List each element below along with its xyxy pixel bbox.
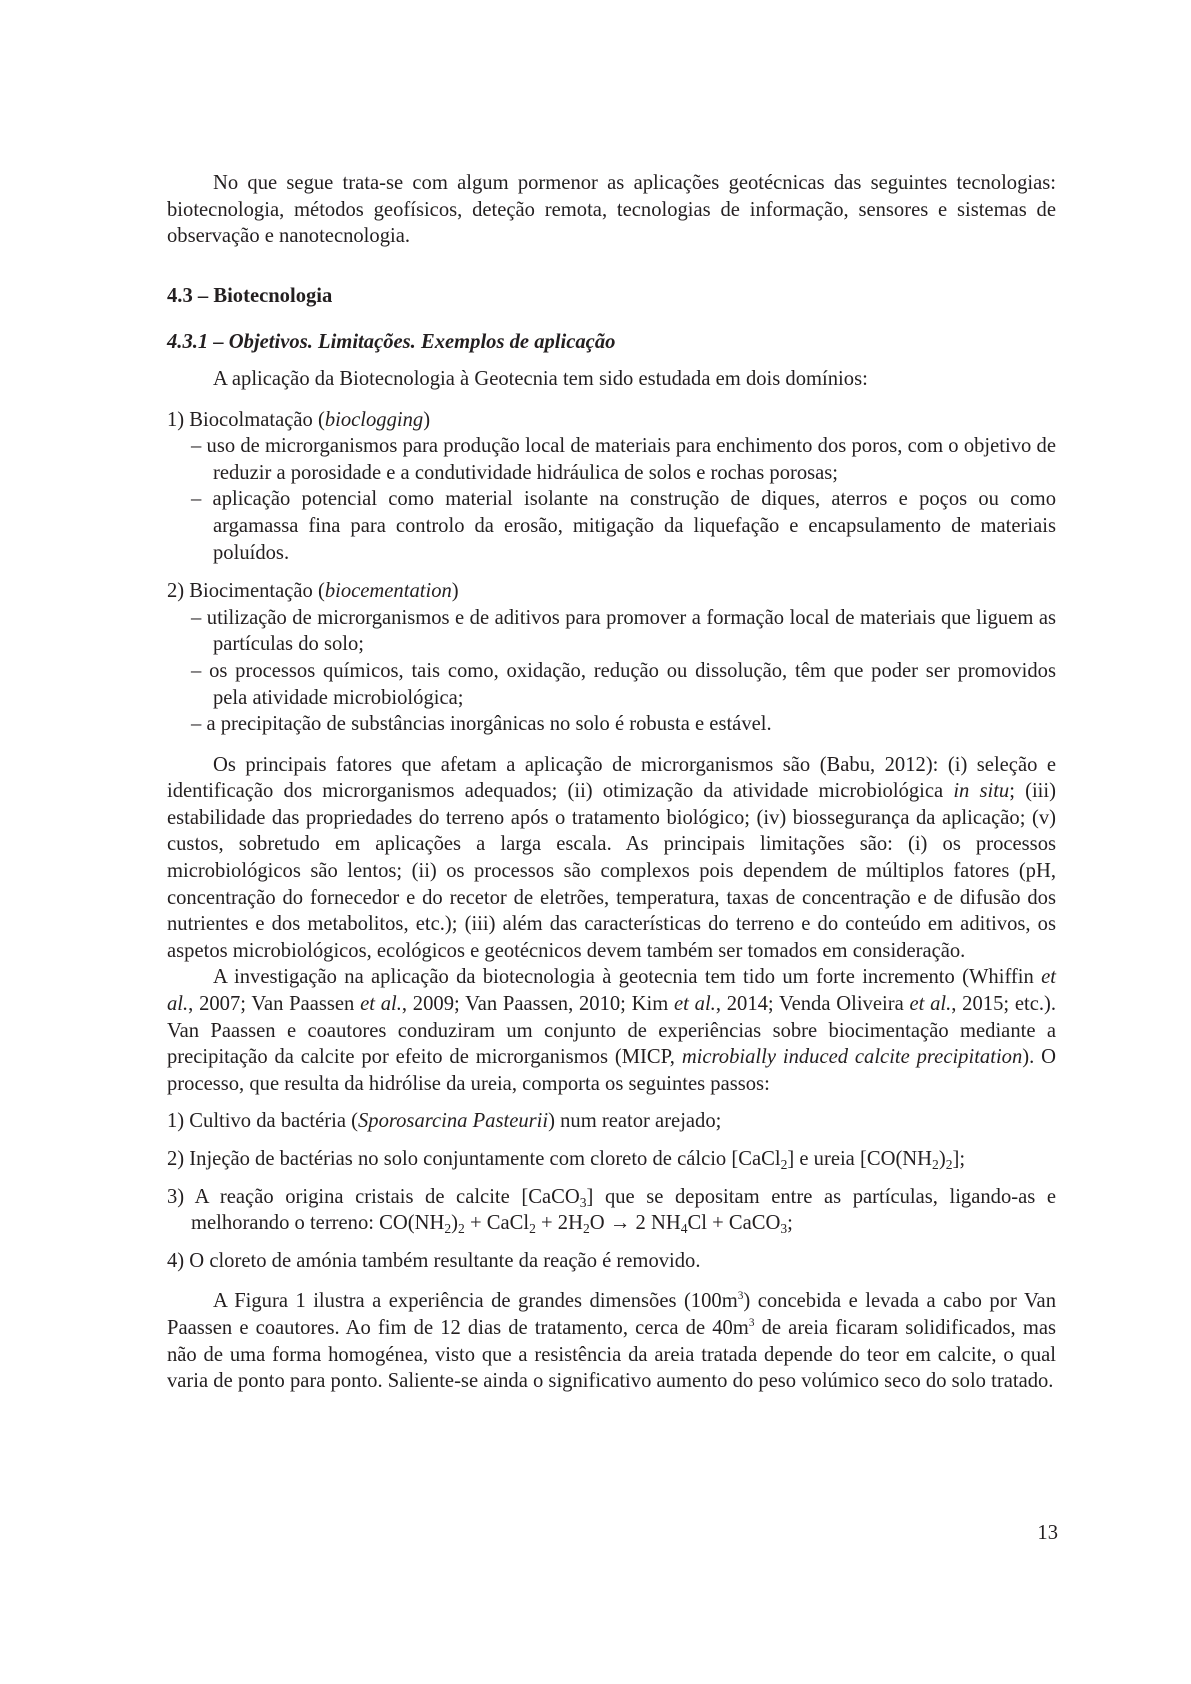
domain1-item: – aplicação potencial como material isolante na construção de diques, aterros e poços ou como argamassa fina para controlo da erosão, mitigação da liquefação e encapsulamento de materiais poluídos.: [191, 488, 1056, 564]
subsection-heading: 4.3.1 – Objetivos. Limitações. Exemplos de aplicação: [167, 331, 616, 354]
domains-intro: A aplicação da Biotecnologia à Geotecnia tem sido estudada em dois domínios:: [213, 367, 868, 390]
page-number: 13: [1037, 1522, 1058, 1544]
domain2-label: 2) Biocimentação (biocementation): [167, 580, 459, 603]
domain1-item: – uso de microrganismos para produção local de materiais para enchimento dos poros, com o objetivo de reduzir a porosidade e a condutividade hidráulica de solos e rochas porosas;: [191, 435, 1056, 484]
domain2-item: – a precipitação de substâncias inorgânicas no solo é robusta e estável.: [191, 713, 772, 736]
page-body: [167, 170, 1056, 1395]
intro-paragraph: No que segue trata-se com algum pormenor as aplicações geotécnicas das seguintes tecnologias: biotecnologia, métodos geofísicos, deteção remota, tecnologias de informação, sensores e sistemas de observação e nanotecnologia.: [167, 172, 1056, 248]
domain1-label: 1) Biocolmatação (bioclogging): [167, 408, 431, 431]
figure-paragraph: A Figura 1 ilustra a experiência de grandes dimensões $(100m^3)$ concebida e levada a cabo por Van Paassen e coautores. Ao fim de 12 dias de tratamento, cerca de $40m^3$ de areia ficaram solidificados, mas não de uma forma homogénea, visto que a resistência da areia tratada depende do teor em calcite, o qual varia de ponto para ponto. Saliente-se ainda o significativo aumento do peso volúmico seco do solo tratado.: [167, 1290, 1056, 1393]
domain2-item: – os processos químicos, tais como, oxidação, redução ou dissolução, têm que poder ser promovidos pela atividade microbiológica;: [191, 659, 1056, 709]
step-2: 2) Injeção de bactérias no solo conjuntamente com cloreto de cálcio [CaCl$_2$] e ureia $[CO(NH_2)_2]$;: [167, 1148, 966, 1172]
research-paragraph: A investigação na aplicação da biotecnologia à geotecnia tem tido um forte incremento (Whiffin et al., 2007; Van Paassen et al., 2009; Van Paassen, 2010; Kim et al., 2014; Venda Oliveira et al., 2015; etc.). Van Paassen e coautores conduziram um conjunto de experiências sobre biocimentação mediante a precipitação da calcite por efeito de microrganismos (MICP, microbially induced calcite precipitation). O processo, que resulta da hidrólise da ureia, comporta os seguintes passos:: [167, 966, 1057, 1095]
step-4: 4) O cloreto de amónia também resultante da reação é removido.: [167, 1249, 701, 1272]
section-heading: 4.3 – Biotecnologia: [167, 284, 333, 307]
step-1: 1) Cultivo da bactéria (Sporosarcina Pasteurii) num reator arejado;: [167, 1110, 722, 1133]
domain2-item: – utilização de microrganismos e de aditivos para promover a formação local de materiais que liguem as partículas do solo;: [191, 606, 1056, 656]
step-3: 3) A reação origina cristais de calcite [CaCO$_3$] que se depositam entre as partículas, ligando-as e melhorando o terreno: $CO(NH_2)_2$ + CaCl$_2$ + $2H_2O \to 2$ $NH_4Cl$ + CaCO$_3$;: [167, 1185, 1056, 1237]
factors-paragraph: Os principais fatores que afetam a aplicação de microrganismos são (Babu, 2012): (i) seleção e identificação dos microrganismos adequados; (ii) otimização da atividade microbiológica in situ; (iii) estabilidade das propriedades do terreno após o tratamento biológico; (iv) biossegurança da aplicação; (v) custos, sobretudo em aplicações a larga escala. As principais limitações são: (i) os processos microbiológicos são lentos; (ii) os processos são complexos pois dependem de múltiplos fatores (pH, concentração do fornecedor e do recetor de eletrões, temperatura, taxas de concentração e de difusão dos nutrientes e dos metabolitos, etc.); (iii) além das características do terreno e do conteúdo em aditivos, os aspetos microbiológicos, ecológicos e geotécnicos devem também ser tomados em consideração.: [167, 753, 1056, 962]
